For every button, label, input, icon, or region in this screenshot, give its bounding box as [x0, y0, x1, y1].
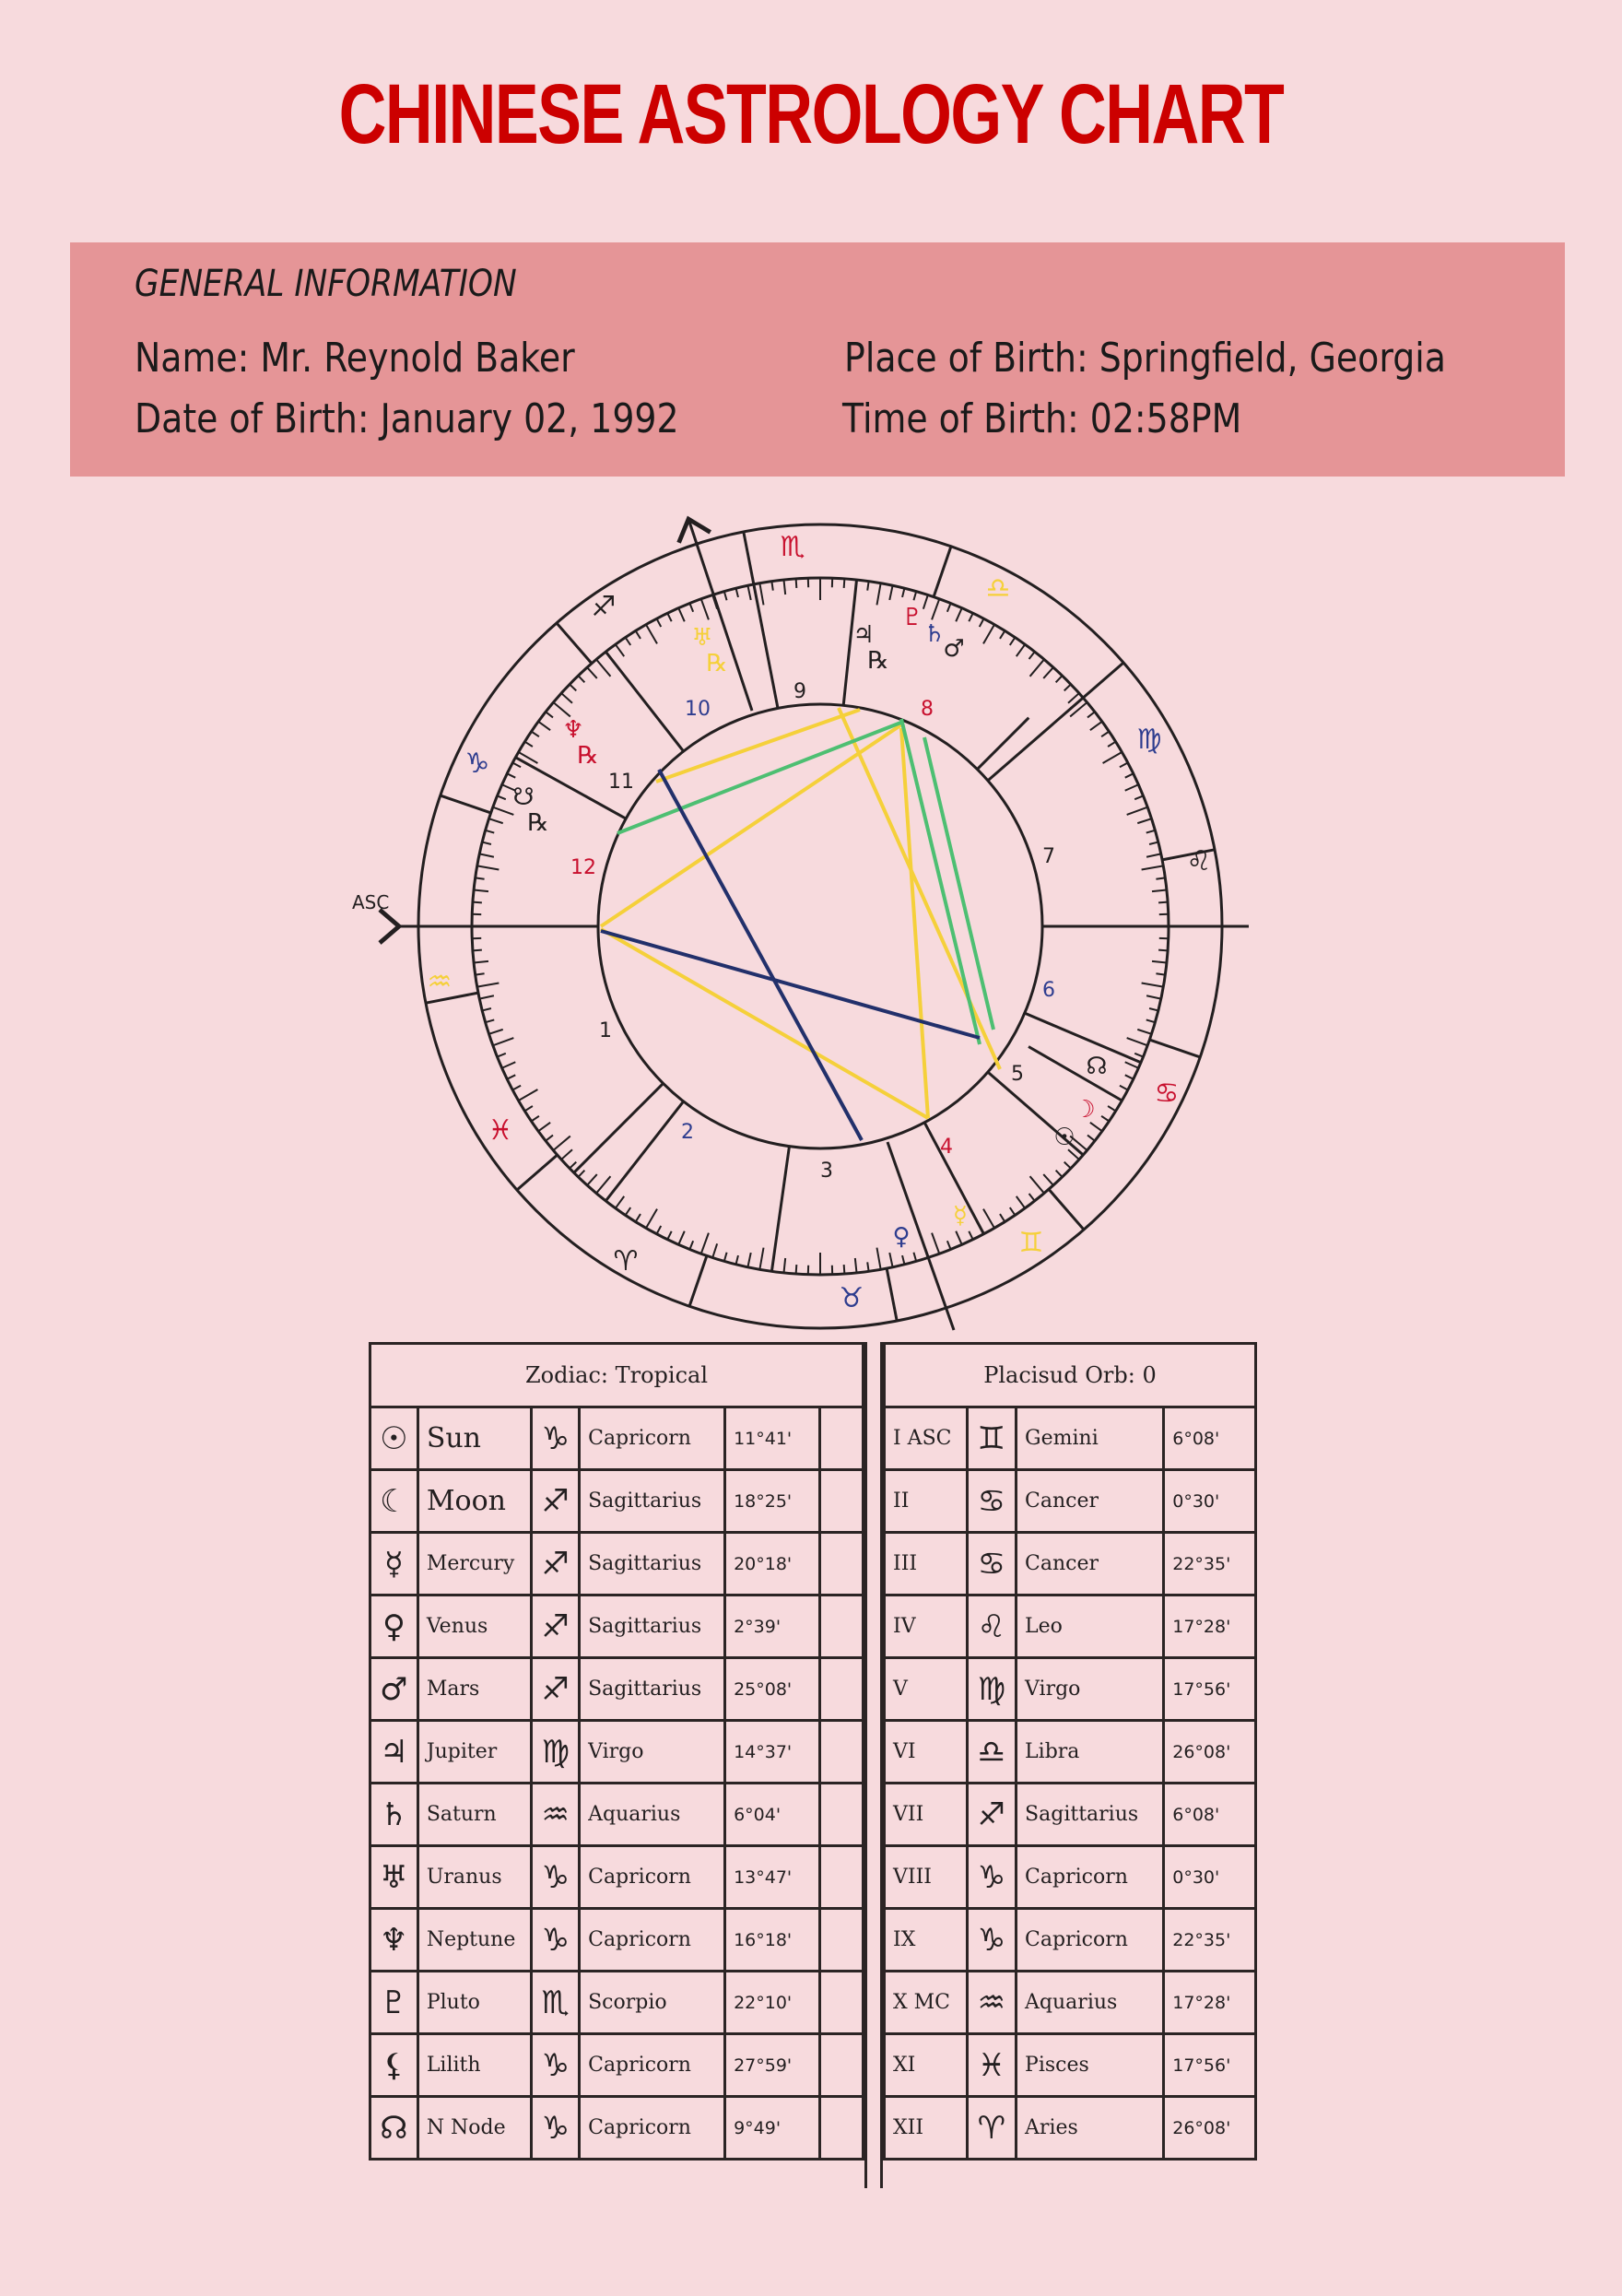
cancer-sign-icon: ♋ — [1154, 1077, 1180, 1110]
aspect-lines — [601, 708, 1000, 1140]
planet-name: Pluto — [417, 1972, 531, 2034]
neptune-planet-icon: ♆ — [562, 716, 584, 744]
degree-value: 17°56' — [1164, 2034, 1256, 2097]
sign-name: Capricorn — [580, 1407, 725, 1470]
planet-row — [370, 2034, 864, 2097]
degree-value: 0°30' — [1164, 1470, 1256, 1533]
sign-name: Sagittarius — [1017, 1784, 1164, 1846]
house-row — [885, 1909, 1256, 1972]
degree-value: 16°18' — [725, 1909, 820, 1972]
house-number-7: 7 — [1042, 845, 1055, 868]
sign-name: Cancer — [1017, 1470, 1164, 1533]
sun-planet-icon: ☉ — [1053, 1124, 1075, 1151]
degree-value: 6°04' — [725, 1784, 820, 1846]
sign-symbol-icon: ♐ — [532, 1658, 580, 1721]
lilith-node-retro-planet-icon: ☋ — [512, 783, 535, 811]
zodiac-type-header: Zodiac: Tropical — [370, 1344, 864, 1407]
degree-value: 0°30' — [1164, 1846, 1256, 1909]
sign-symbol-icon: ♐ — [532, 1533, 580, 1595]
sign-symbol-icon: ♍ — [967, 1658, 1016, 1721]
planet-symbol-icon: ♅ — [370, 1846, 418, 1909]
degree-value: 20°18' — [725, 1533, 820, 1595]
house-row — [885, 1470, 1256, 1533]
empty-cell — [819, 1658, 863, 1721]
empty-cell — [819, 2034, 863, 2097]
house-label: VIII — [885, 1846, 968, 1909]
sign-name: Capricorn — [580, 1909, 725, 1972]
empty-cell — [819, 1533, 863, 1595]
house-number-5: 5 — [1011, 1063, 1024, 1086]
sign-symbol-icon: ♈ — [967, 2097, 1016, 2160]
table-separator — [864, 1342, 883, 2188]
planet-symbol-icon: ♂ — [370, 1658, 418, 1721]
planet-symbol-icon: ☉ — [370, 1407, 418, 1470]
aries-sign-icon: ♈ — [613, 1245, 639, 1278]
gemini-sign-icon: ♊ — [1018, 1227, 1044, 1259]
planet-symbol-icon: ♀ — [370, 1595, 418, 1658]
degree-value: 17°28' — [1164, 1595, 1256, 1658]
capricorn-sign-icon: ♑ — [464, 748, 490, 780]
planet-row — [370, 2097, 864, 2160]
planet-symbol-icon: ♃ — [370, 1721, 418, 1784]
sign-symbol-icon: ♑ — [532, 2034, 580, 2097]
house-row — [885, 1972, 1256, 2034]
sign-symbol-icon: ♊ — [967, 1407, 1016, 1470]
sign-name: Sagittarius — [580, 1658, 725, 1721]
degree-value: 22°10' — [725, 1972, 820, 2034]
house-label: VI — [885, 1721, 968, 1784]
house-system-header: Placisud Orb: 0 — [885, 1344, 1256, 1407]
sign-name: Virgo — [580, 1721, 725, 1784]
sign-symbol-icon: ♒ — [532, 1784, 580, 1846]
sign-symbol-icon: ♑ — [967, 1909, 1016, 1972]
planet-name: N Node — [417, 2097, 531, 2160]
date-of-birth-field: Date of Birth: January 02, 1992 — [135, 395, 679, 442]
sign-name: Virgo — [1017, 1658, 1164, 1721]
empty-cell — [819, 1784, 863, 1846]
zodiac-sign-glyphs — [428, 531, 1212, 1314]
planet-name: Mercury — [417, 1533, 531, 1595]
degree-value: 25°08' — [725, 1658, 820, 1721]
house-label: I ASC — [885, 1407, 968, 1470]
moon-planet-icon: ☽ — [1074, 1096, 1096, 1124]
aquarius-sign-icon: ♒ — [427, 966, 453, 998]
house-number-3: 3 — [820, 1160, 833, 1183]
jupiter-planet-icon: ♃ — [852, 621, 875, 649]
degree-value: 6°08' — [1164, 1784, 1256, 1846]
house-cusps — [396, 522, 1249, 1330]
retrograde-icon: ℞ — [706, 650, 728, 677]
planet-symbol-icon: ⚸ — [370, 2034, 418, 2097]
sign-name: Capricorn — [580, 1846, 725, 1909]
empty-cell — [819, 1595, 863, 1658]
sign-name: Scorpio — [580, 1972, 725, 2034]
virgo-sign-icon: ♍ — [1136, 724, 1162, 756]
degree-value: 22°35' — [1164, 1909, 1256, 1972]
house-label: IX — [885, 1909, 968, 1972]
house-number-2: 2 — [681, 1121, 694, 1144]
degree-value: 17°28' — [1164, 1972, 1256, 2034]
sign-symbol-icon: ♏ — [532, 1972, 580, 2034]
empty-cell — [819, 1846, 863, 1909]
retrograde-icon: ℞ — [527, 809, 549, 837]
sagittarius-sign-icon: ♐ — [591, 591, 617, 623]
planet-row — [370, 1972, 864, 2034]
planet-symbol-icon: ☾ — [370, 1470, 418, 1533]
house-label: VII — [885, 1784, 968, 1846]
planet-row — [370, 1909, 864, 1972]
general-information-heading: GENERAL INFORMATION — [135, 263, 517, 305]
house-row — [885, 1846, 1256, 1909]
house-row — [885, 1595, 1256, 1658]
house-row — [885, 2097, 1256, 2160]
house-number-4: 4 — [940, 1136, 953, 1159]
house-label: IV — [885, 1595, 968, 1658]
sign-name: Sagittarius — [580, 1470, 725, 1533]
sign-name: Aquarius — [580, 1784, 725, 1846]
sign-name: Pisces — [1017, 2034, 1164, 2097]
house-label: XII — [885, 2097, 968, 2160]
planet-row — [370, 1595, 864, 1658]
sign-symbol-icon: ♐ — [532, 1470, 580, 1533]
sign-name: Sagittarius — [580, 1533, 725, 1595]
planet-name: Venus — [417, 1595, 531, 1658]
sign-symbol-icon: ♑ — [532, 1407, 580, 1470]
name-field: Name: Mr. Reynold Baker — [135, 335, 575, 382]
planet-name: Jupiter — [417, 1721, 531, 1784]
sign-symbol-icon: ♋ — [967, 1533, 1016, 1595]
planet-symbol-icon: ♇ — [370, 1972, 418, 2034]
house-number-9: 9 — [793, 680, 806, 703]
degree-value: 18°25' — [725, 1470, 820, 1533]
planet-row — [370, 1658, 864, 1721]
planet-name: Neptune — [417, 1909, 531, 1972]
sign-name: Cancer — [1017, 1533, 1164, 1595]
house-number-12: 12 — [570, 856, 596, 879]
planet-row — [370, 1407, 864, 1470]
house-row — [885, 1721, 1256, 1784]
degree-value: 13°47' — [725, 1846, 820, 1909]
sign-symbol-icon: ♓ — [967, 2034, 1016, 2097]
north-node-planet-icon: ☊ — [1086, 1053, 1108, 1080]
house-row — [885, 1533, 1256, 1595]
planet-row — [370, 1784, 864, 1846]
house-label: II — [885, 1470, 968, 1533]
empty-cell — [819, 1972, 863, 2034]
planet-row — [370, 1846, 864, 1909]
saturn-planet-icon: ♄ — [923, 620, 946, 648]
degree-value: 11°41' — [725, 1407, 820, 1470]
planet-name: Saturn — [417, 1784, 531, 1846]
sign-name: Capricorn — [580, 2034, 725, 2097]
sign-name: Libra — [1017, 1721, 1164, 1784]
leo-sign-icon: ♌ — [1186, 845, 1212, 877]
empty-cell — [819, 1407, 863, 1470]
planet-symbol-icon: ♆ — [370, 1909, 418, 1972]
sign-symbol-icon: ♎ — [967, 1721, 1016, 1784]
house-label: XI — [885, 2034, 968, 2097]
house-row — [885, 1407, 1256, 1470]
sign-symbol-icon: ♒ — [967, 1972, 1016, 2034]
libra-sign-icon: ♎ — [985, 572, 1011, 605]
time-of-birth-field: Time of Birth: 02:58PM — [842, 395, 1242, 442]
sign-name: Capricorn — [1017, 1846, 1164, 1909]
place-of-birth-field: Place of Birth: Springfield, Georgia — [844, 335, 1446, 382]
sign-name: Gemini — [1017, 1407, 1164, 1470]
planet-name: Moon — [417, 1470, 531, 1533]
planet-symbol-icon: ♄ — [370, 1784, 418, 1846]
degree-value: 27°59' — [725, 2034, 820, 2097]
empty-cell — [819, 1721, 863, 1784]
sign-symbol-icon: ♑ — [532, 1846, 580, 1909]
house-number-1: 1 — [599, 1019, 612, 1042]
empty-cell — [819, 2097, 863, 2160]
house-number-11: 11 — [608, 771, 634, 794]
mercury-planet-icon: ☿ — [953, 1202, 968, 1230]
taurus-sign-icon: ♉ — [839, 1282, 864, 1314]
house-row — [885, 2034, 1256, 2097]
house-row — [885, 1784, 1256, 1846]
house-number-10: 10 — [685, 698, 711, 721]
sign-symbol-icon: ♍ — [532, 1721, 580, 1784]
sign-symbol-icon: ♑ — [532, 1909, 580, 1972]
sign-name: Leo — [1017, 1595, 1164, 1658]
empty-cell — [819, 1470, 863, 1533]
uranus-planet-icon: ♅ — [691, 624, 713, 652]
planet-name: Lilith — [417, 2034, 531, 2097]
asc-label: ASC — [352, 891, 390, 913]
sign-symbol-icon: ♐ — [532, 1595, 580, 1658]
planet-symbol-icon: ☿ — [370, 1533, 418, 1595]
sign-name: Capricorn — [580, 2097, 725, 2160]
empty-cell — [819, 1909, 863, 1972]
sign-name: Aries — [1017, 2097, 1164, 2160]
sign-symbol-icon: ♑ — [967, 1846, 1016, 1909]
retrograde-icon: ℞ — [577, 742, 599, 770]
sign-symbol-icon: ♌ — [967, 1595, 1016, 1658]
sign-name: Capricorn — [1017, 1909, 1164, 1972]
degree-value: 2°39' — [725, 1595, 820, 1658]
planet-row — [370, 1533, 864, 1595]
planet-name: Sun — [417, 1407, 531, 1470]
houses-table — [883, 1342, 1257, 2161]
planet-symbol-icon: ☊ — [370, 2097, 418, 2160]
retrograde-icon: ℞ — [867, 647, 889, 675]
page-title: CHINESE ASTROLOGY CHART — [338, 67, 1284, 161]
house-label: III — [885, 1533, 968, 1595]
sign-symbol-icon: ♑ — [532, 2097, 580, 2160]
degree-value: 22°35' — [1164, 1533, 1256, 1595]
planet-name: Mars — [417, 1658, 531, 1721]
pisces-sign-icon: ♓ — [488, 1114, 513, 1147]
degree-value: 14°37' — [725, 1721, 820, 1784]
sign-name: Aquarius — [1017, 1972, 1164, 2034]
venus-planet-icon: ♀ — [892, 1223, 911, 1251]
degree-value: 6°08' — [1164, 1407, 1256, 1470]
mc-axis-line — [689, 522, 752, 711]
sign-symbol-icon: ♐ — [967, 1784, 1016, 1846]
planet-name: Uranus — [417, 1846, 531, 1909]
degree-value: 9°49' — [725, 2097, 820, 2160]
degree-value: 17°56' — [1164, 1658, 1256, 1721]
sign-symbol-icon: ♋ — [967, 1470, 1016, 1533]
house-row — [885, 1658, 1256, 1721]
house-label: V — [885, 1658, 968, 1721]
house-number-6: 6 — [1042, 979, 1055, 1002]
planets-table — [369, 1342, 864, 2161]
degree-value: 26°08' — [1164, 2097, 1256, 2160]
house-number-8: 8 — [921, 698, 934, 721]
scorpio-sign-icon: ♏ — [780, 531, 805, 563]
degree-value: 26°08' — [1164, 1721, 1256, 1784]
planet-row — [370, 1470, 864, 1533]
sign-name: Sagittarius — [580, 1595, 725, 1658]
pluto-planet-icon: ♇ — [901, 604, 923, 631]
mars-planet-icon: ♂ — [943, 635, 965, 663]
planet-row — [370, 1721, 864, 1784]
house-label: X MC — [885, 1972, 968, 2034]
